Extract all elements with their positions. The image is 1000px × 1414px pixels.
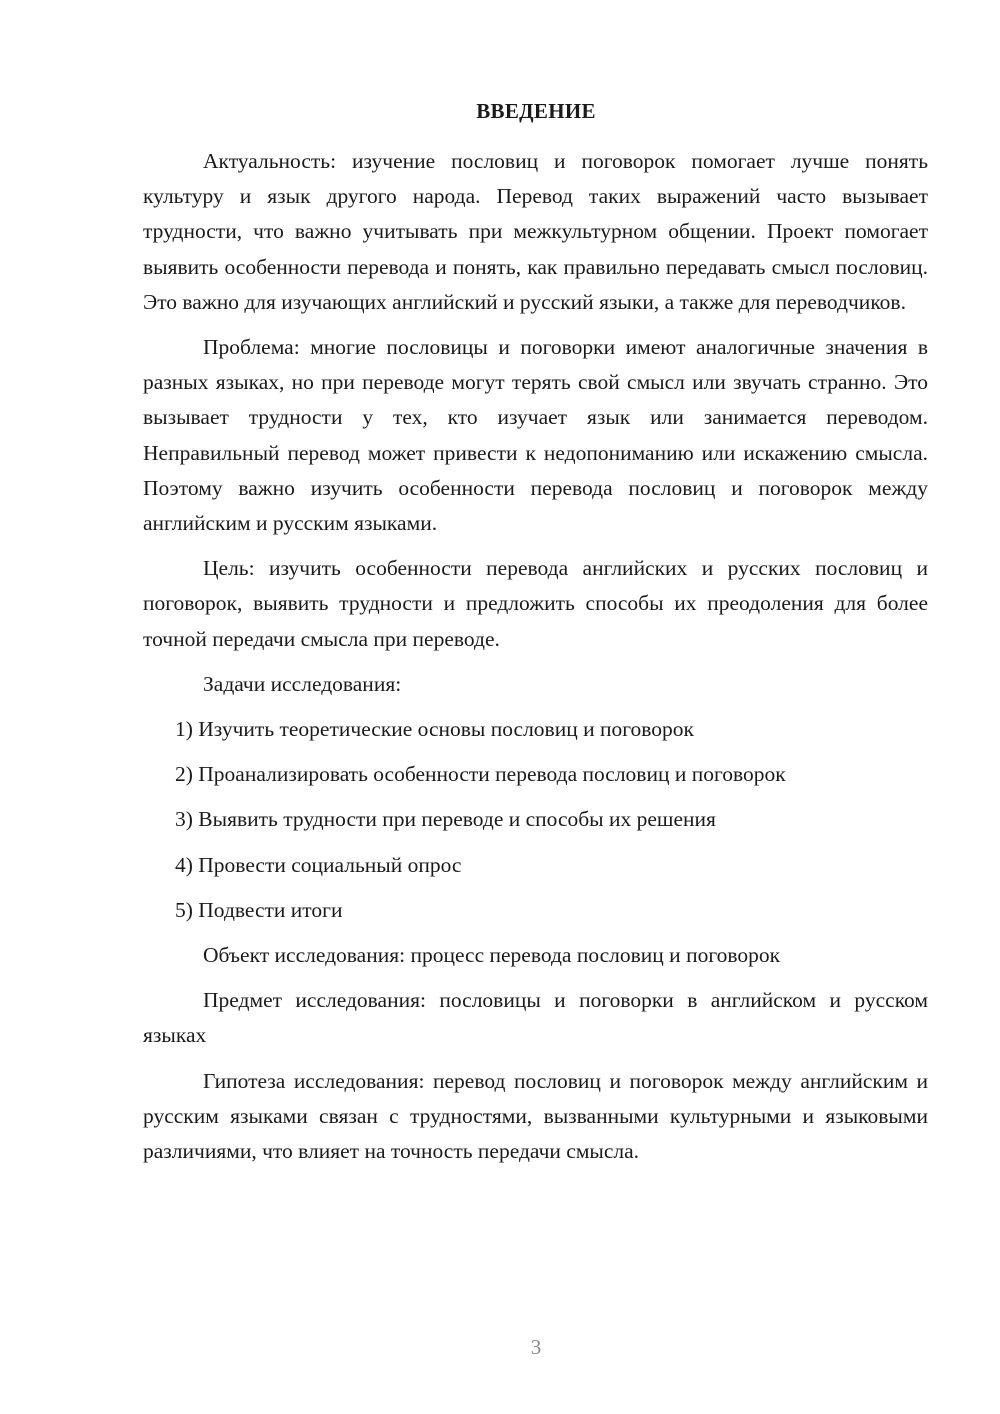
- list-item: 1) Изучить теоретические основы пословиц и поговорок: [175, 717, 694, 742]
- paragraph-hypothesis: Гипотеза исследования: перевод пословиц и поговорок между английским и русским языками связан с трудностями, вызванными культурными и языковыми различиями, что влияет на точность передачи смысла.: [143, 1068, 928, 1164]
- paragraph-object: Объект исследования: процесс перевода пословиц и поговорок: [203, 943, 781, 968]
- list-item: 4) Провести социальный опрос: [175, 852, 462, 877]
- page-title: ВВЕДЕНИЕ: [476, 99, 596, 123]
- tasks-heading: Задачи исследования:: [203, 671, 402, 696]
- tasks-list: [143, 712, 928, 928]
- list-item: 5) Подвести итоги: [175, 897, 343, 922]
- list-item: 2) Проанализировать особенности перевода пословиц и поговорок: [175, 762, 786, 787]
- page-body: [143, 144, 928, 1179]
- paragraph-relevance: Актуальность: изучение пословиц и поговорок помогает лучше понять культуру и язык другого народа. Перевод таких выражений часто вызывает трудности, что важно учитывать при межкультурном общении. Проект помогает выявить особенности перевода и понять, как правильно передавать смысл пословиц. Это важно для изучающих английский и русский языки, а также для переводчиков.: [143, 149, 928, 314]
- paragraph-goal: Цель: изучить особенности перевода английских и русских пословиц и поговорок, выявить трудности и предложить способы их преодоления для более точной передачи смысла при переводе.: [143, 556, 928, 651]
- paragraph-problem: Проблема: многие пословицы и поговорки имеют аналогичные значения в разных языках, но при переводе могут терять свой смысл или звучать странно. Это вызывает трудности у тех, кто изучает язык или занимается переводом. Неправильный перевод может привести к недопониманию или искажению смысла. Поэтому важно изучить особенности перевода пословиц и поговорок между английским и русским языками.: [143, 335, 928, 536]
- list-item: 3) Выявить трудности при переводе и способы их решения: [175, 807, 716, 832]
- page-number: 3: [530, 1335, 542, 1359]
- paragraph-subject: Предмет исследования: пословицы и поговорки в английском и русском языках: [143, 988, 928, 1048]
